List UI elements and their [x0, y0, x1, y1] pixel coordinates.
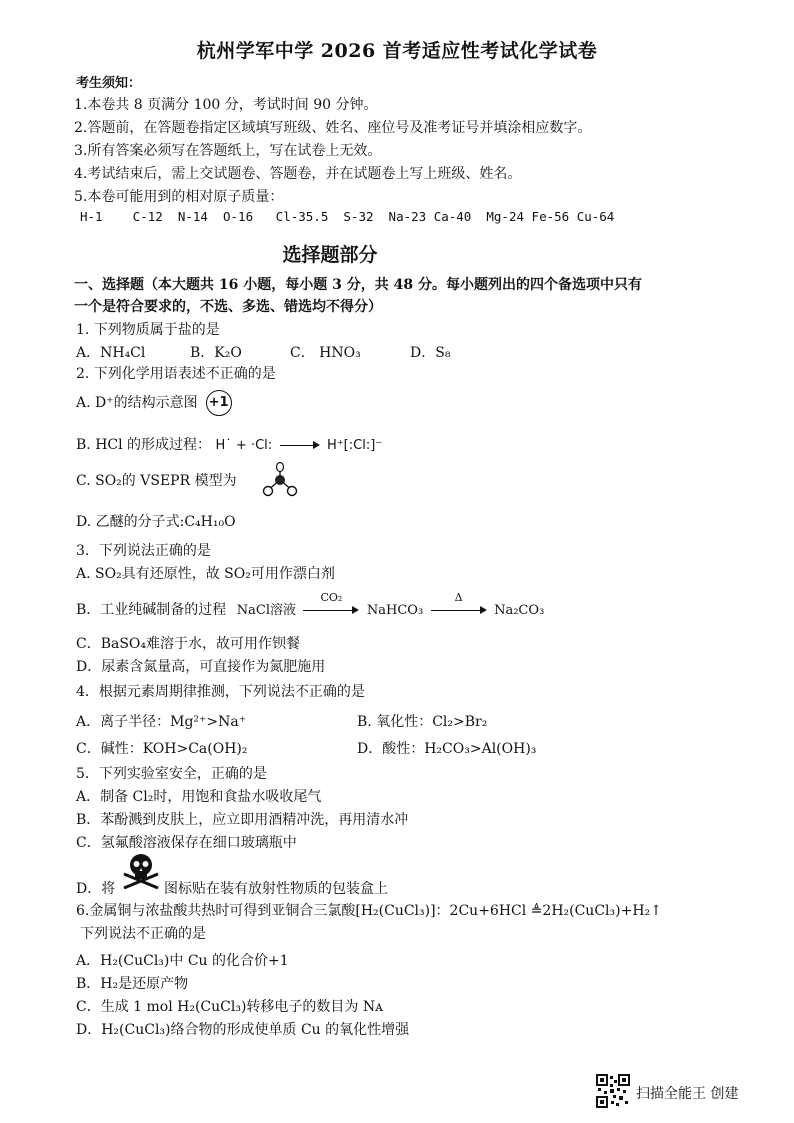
notice-item-3: 3.所有答案必须写在答题纸上，写在试卷上无效。 [74, 143, 382, 159]
q3-b-arrow-label-2: Δ [454, 591, 463, 604]
q2-option-d: D. 乙醚的分子式:C₄H₁₀O [76, 514, 236, 530]
q4-stem: 4．根据元素周期律推测，下列说法不正确的是 [76, 684, 365, 700]
q4-option-a: A．离子半径：Mg²⁺>Na⁺ [76, 714, 247, 730]
notice-item-1: 1.本卷共 8 页满分 100 分，考试时间 90 分钟。 [74, 97, 378, 113]
part-intro-line2: 一个是符合要求的，不选、多选、错选均不得分） [74, 299, 382, 315]
arrow-heat-icon [431, 591, 487, 617]
q2-option-c-text: C. SO₂的 VSEPR 模型为 [76, 473, 237, 489]
q2-option-c [76, 470, 237, 490]
qr-code-icon [596, 1074, 630, 1108]
scanner-watermark-label: 扫描全能王 创建 [636, 1086, 739, 1102]
q6-option-a: A．H₂(CuCl₃)中 Cu 的化合价+1 [76, 953, 289, 969]
q1-option-a: A．NH₄Cl [76, 345, 146, 361]
arrow-co2-icon [303, 591, 359, 617]
q3-option-b [76, 591, 545, 619]
nucleus-circle-icon: +1 [206, 390, 232, 416]
q3-b-species-3: Na₂CO₃ [494, 603, 545, 618]
q2-option-b-text: B. HCl 的形成过程： [76, 437, 212, 453]
q1-option-b: B．K₂O [190, 345, 242, 361]
q4-option-b: B. 氧化性：Cl₂>Br₂ [357, 714, 488, 730]
q1-stem: 1. 下列物质属于盐的是 [76, 322, 220, 338]
q3-b-species-1: NaCl溶液 [236, 603, 296, 618]
q5-option-d-suffix: 图标贴在装有放射性物质的包装盒上 [164, 881, 388, 897]
q4-option-d: D．酸性：H₂CO₃>Al(OH)₃ [357, 741, 537, 757]
atomic-masses: H-1 C-12 N-14 O-16 Cl-35.5 S-32 Na-23 Ca-40 Mg-24 Fe-56 Cu-64 [80, 209, 615, 224]
q3-b-arrow-label-1: CO₂ [320, 591, 343, 604]
q6-option-c: C．生成 1 mol H₂(CuCl₃)转移电子的数目为 Nᴀ [76, 999, 384, 1015]
q4-option-c: C．碱性：KOH>Ca(OH)₂ [76, 741, 248, 757]
q6-option-d: D．H₂(CuCl₃)络合物的形成使单质 Cu 的氧化性增强 [76, 1022, 410, 1038]
q2-b-products: H⁺[:Cl:]⁻ [327, 438, 383, 453]
notice-item-2: 2.答题前，在答题卷指定区域填写班级、姓名、座位号及准考证号并填涂相应数字。 [74, 120, 592, 136]
q3-stem: 3．下列说法正确的是 [76, 543, 211, 559]
q3-option-d: D．尿素含氮量高，可直接作为氮肥施用 [76, 659, 326, 675]
q3-b-species-2: NaHCO₃ [366, 603, 424, 618]
q1-option-d: D．S₈ [410, 345, 451, 361]
q5-option-b: B．苯酚溅到皮肤上，应立即用酒精冲洗，再用清水冲 [76, 812, 409, 828]
q5-option-a: A．制备 Cl₂时，用饱和食盐水吸收尾气 [76, 789, 322, 805]
reaction-arrow-icon [280, 438, 320, 452]
notice-item-5: 5.本卷可能用到的相对原子质量： [74, 189, 284, 205]
notice-heading: 考生须知： [76, 76, 142, 91]
q5-stem: 5．下列实验室安全，正确的是 [76, 766, 267, 782]
q5-option-d-prefix: D．将 [76, 881, 116, 897]
q2-option-a [76, 390, 232, 416]
q3-option-b-text: B．工业纯碱制备的过程 [76, 602, 227, 618]
skull-crossbones-icon [120, 852, 162, 890]
q2-option-b [76, 434, 382, 454]
q2-stem: 2. 下列化学用语表述不正确的是 [76, 366, 276, 382]
q3-option-a: A. SO₂具有还原性，故 SO₂可用作漂白剂 [76, 566, 335, 582]
notice-item-4: 4.考试结束后，需上交试题卷、答题卷，并在试题卷上写上班级、姓名。 [74, 166, 522, 182]
q6-option-b: B．H₂是还原产物 [76, 976, 189, 992]
part-intro-line1: 一、选择题（本大题共 16 小题，每小题 3 分，共 48 分。每小题列出的四个备选项中只有 [74, 277, 642, 293]
q2-b-reactants: H˙ + ·Cl: [215, 438, 273, 453]
q1-option-c: C． HNO₃ [290, 345, 361, 361]
q2-option-a-text: A. D⁺的结构示意图 [76, 395, 198, 411]
q6-stem: 6.金属铜与浓盐酸共热时可得到亚铜合三氯酸[H₂(CuCl₃)]：2Cu+6HCl ≜2H₂(CuCl₃)+H₂↑ [76, 903, 662, 919]
vsepr-model-icon [258, 462, 302, 498]
section-title: 选择题部分 [282, 244, 378, 266]
q5-option-c: C．氢氟酸溶液保存在细口玻璃瓶中 [76, 835, 297, 851]
q3-option-c: C．BaSO₄难溶于水，故可用作钡餐 [76, 636, 301, 652]
page-title: 杭州学军中学 2026 首考适应性考试化学试卷 [196, 40, 598, 62]
q6-substem: 下列说法不正确的是 [80, 926, 206, 942]
